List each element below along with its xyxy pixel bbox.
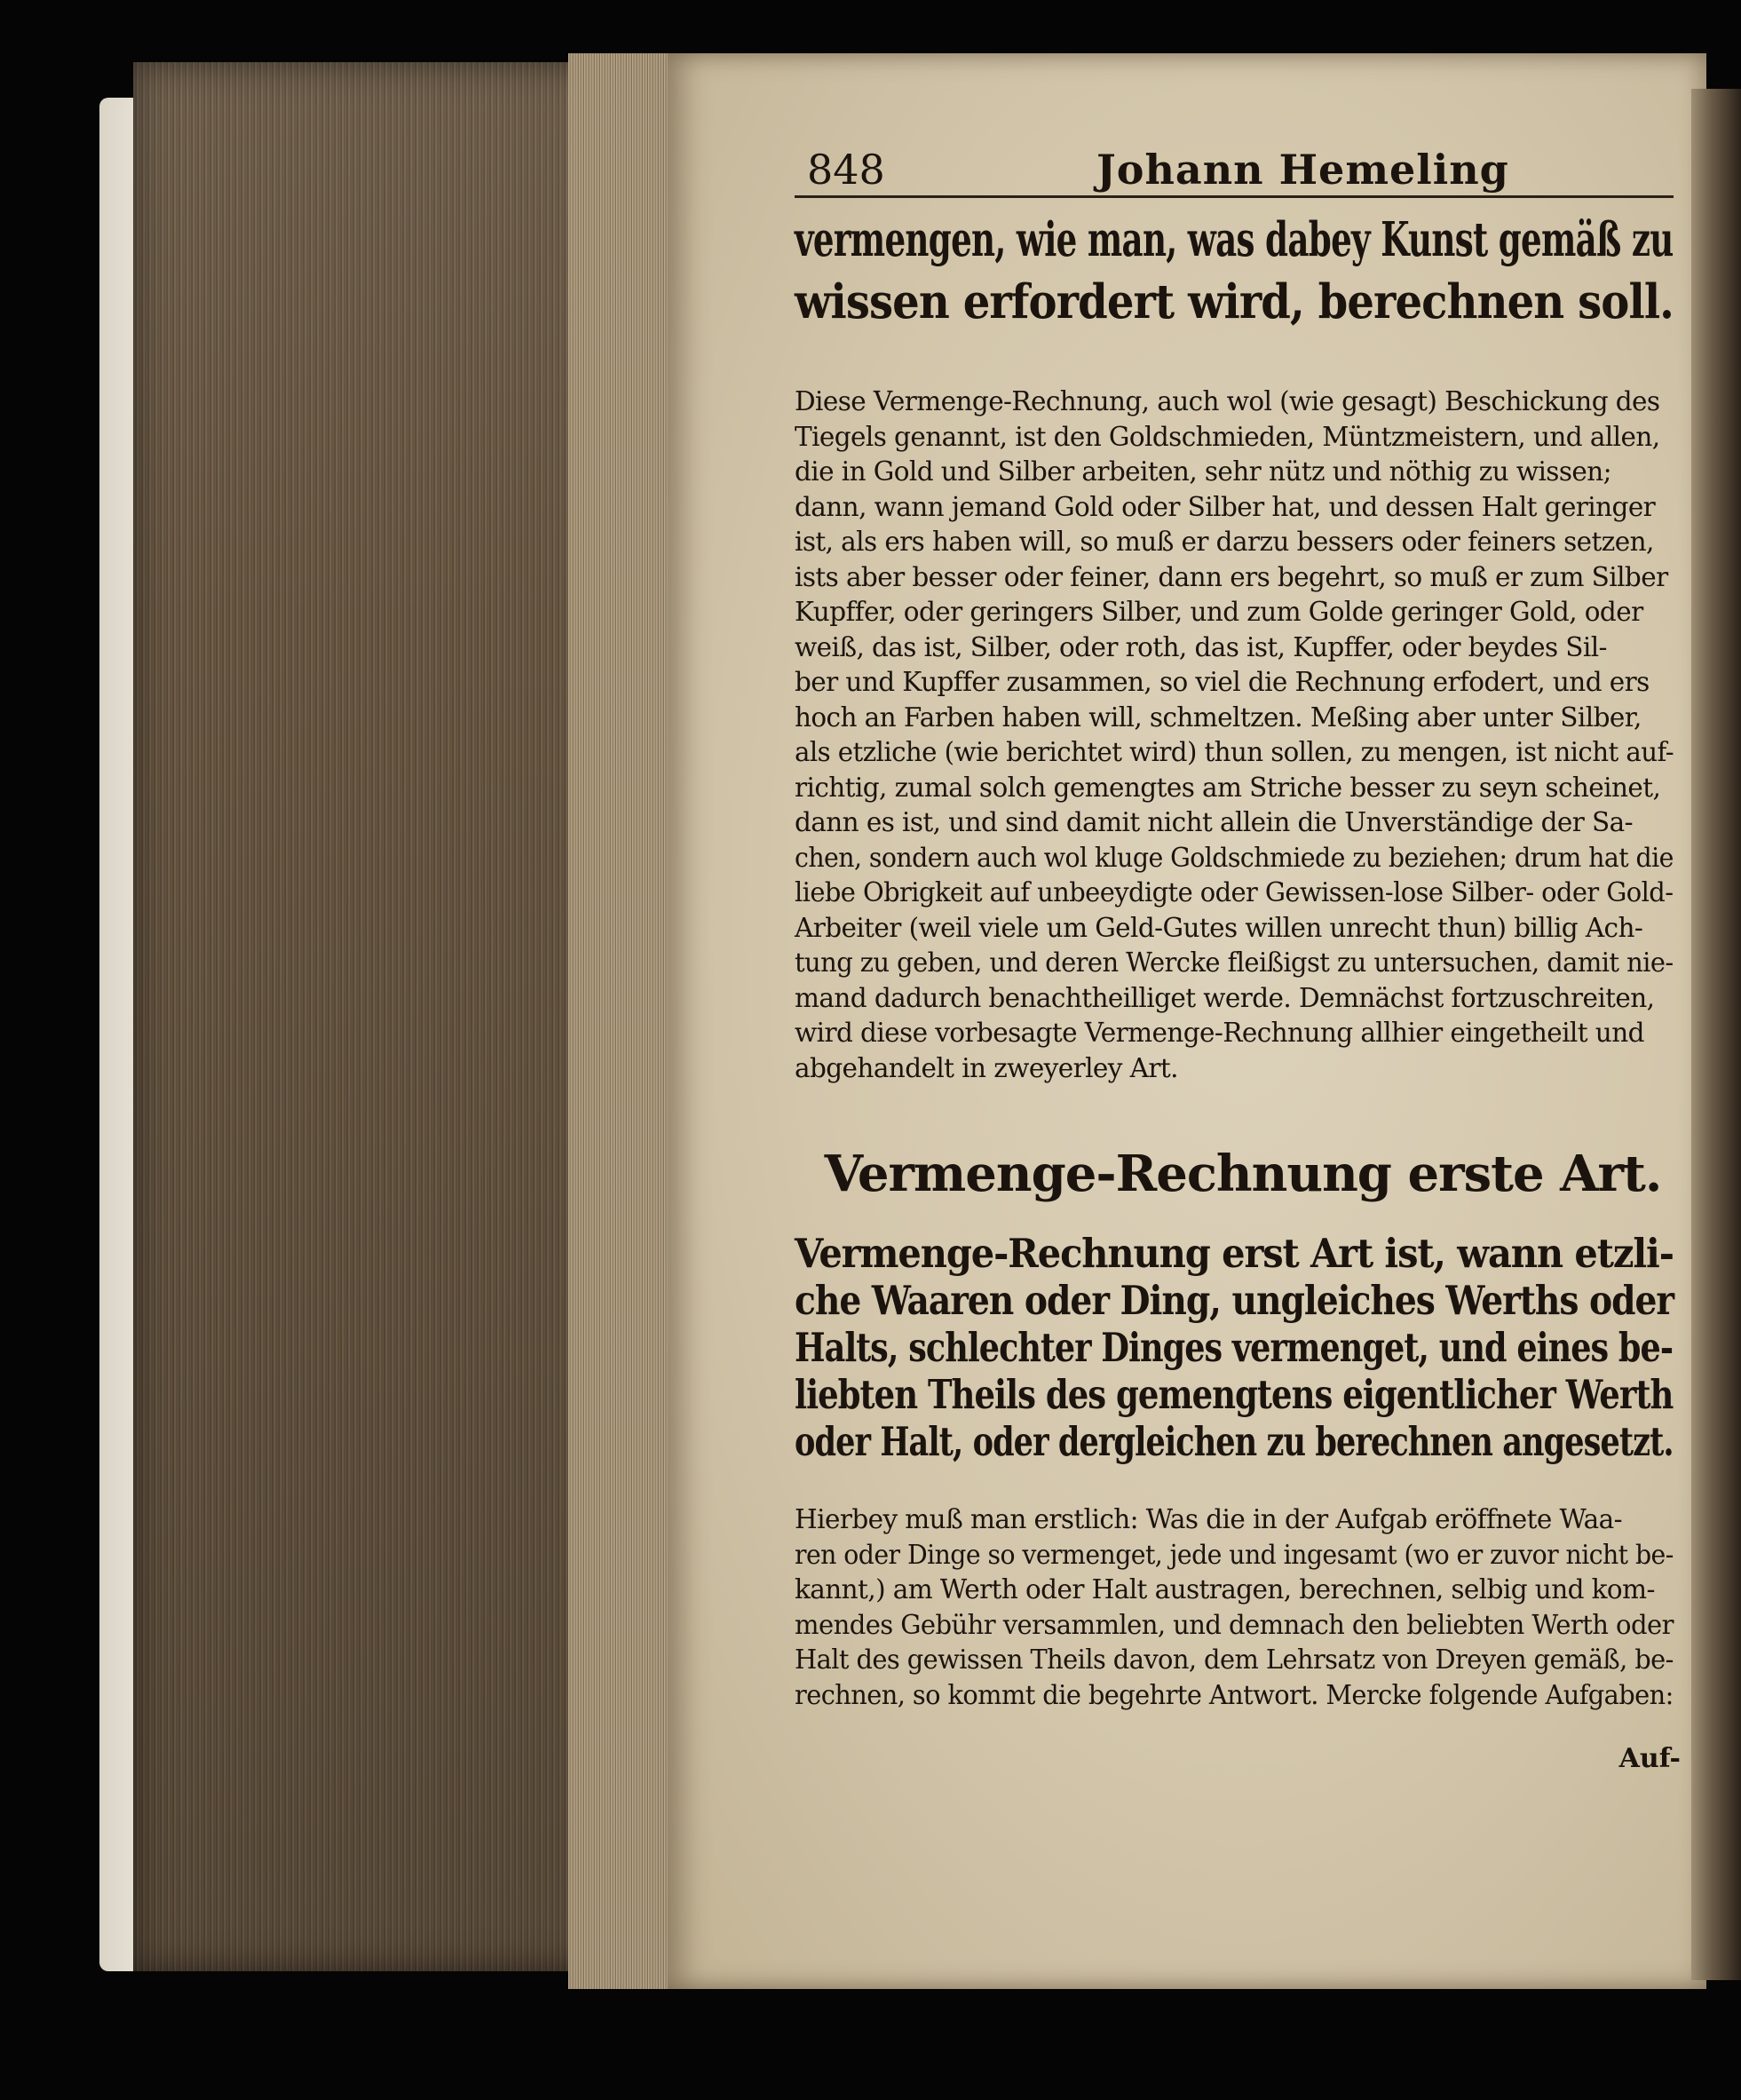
section-title-line: wissen erfordert wird, berechnen soll. <box>795 274 1674 329</box>
running-header <box>795 142 1674 198</box>
text-line: dann, wann jemand Gold oder Silber hat, und dessen Halt geringer <box>795 491 1656 522</box>
text-line: liebe Obrigkeit auf unbeeydigte oder Gewissen-lose Silber- oder Gold- <box>795 877 1674 907</box>
fore-edge <box>568 53 670 1989</box>
rule-line: oder Halt, oder dergleichen zu berechnen angesetzt. <box>795 1418 1674 1465</box>
text-line: Arbeiter (weil viele um Geld-Gutes willen unrecht thun) billig Ach- <box>795 912 1643 943</box>
text-line: weiß, das ist, Silber, oder roth, das ist, Kupffer, oder beydes Sil- <box>795 631 1607 662</box>
text-line: Kupffer, oder geringers Silber, und zum Golde geringer Gold, oder <box>795 597 1643 627</box>
text-line: ist, als ers haben will, so muß er darzu bessers oder feiners setzen, <box>795 527 1654 557</box>
text-line: ber und Kupffer zusammen, so viel die Rechnung erfodert, und ers <box>795 667 1650 697</box>
text-line: richtig, zumal solch gemengtes am Striche besser zu seyn scheinet, <box>795 772 1661 803</box>
section-heading: Vermenge-Rechnung erste Art. <box>824 1145 1662 1203</box>
text-line: dann es ist, und sind damit nicht allein die Unverständige der Sa- <box>795 807 1633 837</box>
text-line: chen, sondern auch wol kluge Goldschmiede zu beziehen; drum hat die <box>795 842 1674 873</box>
text-line: die in Gold und Silber arbeiten, sehr nütz und nöthig zu wissen; <box>795 456 1611 487</box>
section-title-line: vermengen, wie man, was dabey Kunst gemäß zu <box>795 212 1674 267</box>
text-line: Diese Vermenge-Rechnung, auch wol (wie gesagt) Beschickung des <box>795 386 1660 416</box>
facing-page-edge <box>1691 89 1741 1980</box>
text-line: abgehandelt in zweyerley Art. <box>795 1052 1178 1083</box>
text-line: Hierbey muß man erstlich: Was die in der Aufgab eröffnete Waa- <box>795 1504 1622 1534</box>
rule-line: Vermenge-Rechnung erst Art ist, wann etzli- <box>795 1230 1674 1277</box>
text-line: mand dadurch benachtheilliget werde. Demnächst fortzuschreiten, <box>795 982 1655 1013</box>
rule-definition <box>795 1230 1682 1465</box>
rule-line: liebten Theils des gemengtens eigentlicher Werth <box>795 1371 1674 1418</box>
text-line: ren oder Dinge so vermenget, jede und ingesamt (wo er zuvor nicht be- <box>795 1539 1674 1570</box>
text-line: Tiegels genannt, ist den Goldschmieden, Müntzmeistern, und allen, <box>795 421 1660 452</box>
page-content <box>795 142 1682 1774</box>
rule-line: che Waaren oder Ding, ungleiches Werths oder <box>795 1277 1674 1324</box>
text-line: als etzliche (wie berichtet wird) thun sollen, zu mengen, ist nicht auf- <box>795 737 1674 767</box>
text-line: hoch an Farben haben will, schmeltzen. Meßing aber unter Silber, <box>795 701 1642 733</box>
text-line: kannt,) am Werth oder Halt austragen, berechnen, selbig und kom- <box>795 1574 1655 1605</box>
text-line: mendes Gebühr versammlen, und demnach den beliebten Werth oder <box>795 1609 1674 1640</box>
text-line: wird diese vorbesagte Vermenge-Rechnung allhier eingetheilt und <box>795 1018 1644 1048</box>
text-line: ists aber besser oder feiner, dann ers begehrt, so muß er zum Silber <box>795 561 1668 592</box>
text-line: Halt des gewissen Theils davon, dem Lehrsatz von Dreyen gemäß, be- <box>795 1644 1674 1675</box>
running-head-title: Johann Hemeling <box>1096 146 1509 194</box>
intro-paragraph <box>795 384 1682 1086</box>
method-paragraph <box>795 1502 1682 1713</box>
text-line: rechnen, so kommt die begehrte Antwort. Mercke folgende Aufgaben: <box>795 1679 1674 1710</box>
rule-line: Halts, schlechter Dinges vermenget, und eines be- <box>795 1324 1674 1371</box>
section-title <box>795 209 1682 333</box>
catchword: Auf- <box>1618 1743 1681 1774</box>
text-line: tung zu geben, und deren Wercke fleißigst zu untersuchen, damit nie- <box>795 947 1674 978</box>
page-number: 848 <box>807 146 885 194</box>
